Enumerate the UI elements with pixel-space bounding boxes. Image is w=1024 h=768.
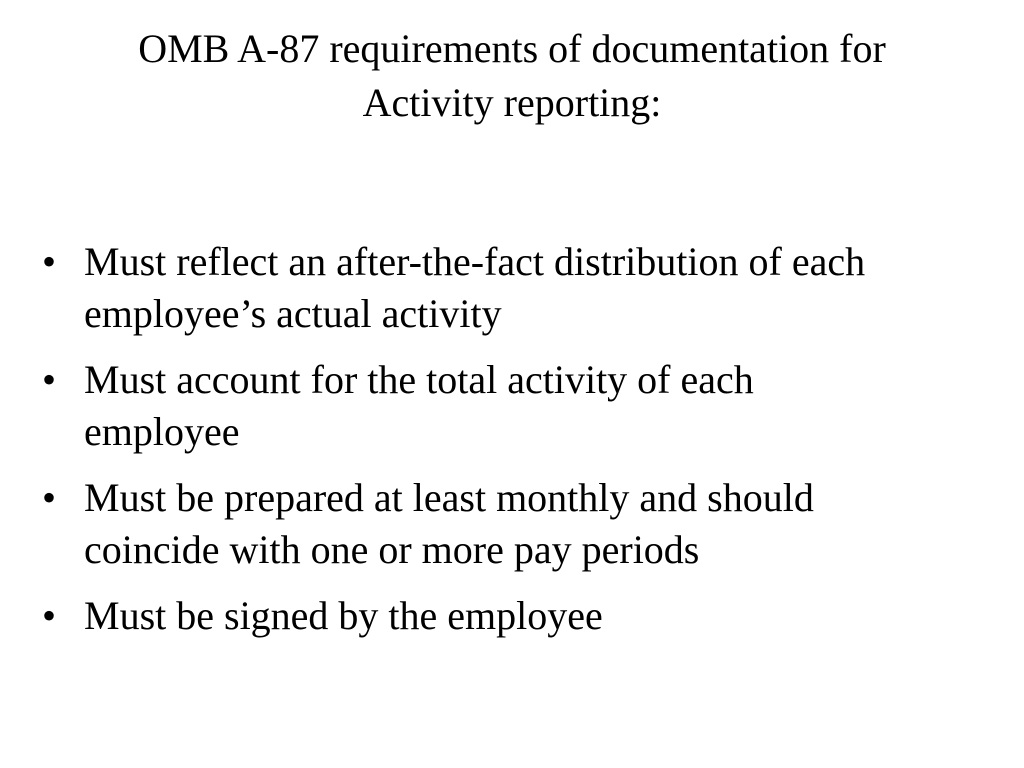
bullet-4-line-1: Must be signed by the employee — [84, 593, 603, 638]
slide-title — [60, 22, 964, 130]
bullet-3-line-2: coincide with one or more pay periods — [84, 527, 700, 572]
bullet-item-1 — [40, 236, 1000, 340]
bullet-marker: • — [42, 593, 57, 638]
bullet-3-line-1: Must be prepared at least monthly and should — [84, 475, 814, 520]
slide-title-line-2: Activity reporting: — [362, 80, 662, 125]
bullet-2-line-2: employee — [84, 409, 240, 454]
bullet-marker: • — [42, 475, 57, 520]
bullet-marker: • — [42, 357, 57, 402]
bullet-1-line-2: employee’s actual activity — [84, 291, 502, 336]
bullet-item-2 — [40, 354, 1000, 458]
bullet-1-line-1: Must reflect an after-the-fact distribution of each — [84, 239, 866, 284]
bullet-list — [40, 236, 1000, 656]
bullet-item-4 — [40, 590, 1000, 642]
bullet-marker: • — [42, 239, 57, 284]
bullet-2-line-1: Must account for the total activity of each — [84, 357, 754, 402]
bullet-item-3 — [40, 472, 1000, 576]
slide-title-line-1: OMB A-87 requirements of documentation for — [138, 26, 886, 71]
